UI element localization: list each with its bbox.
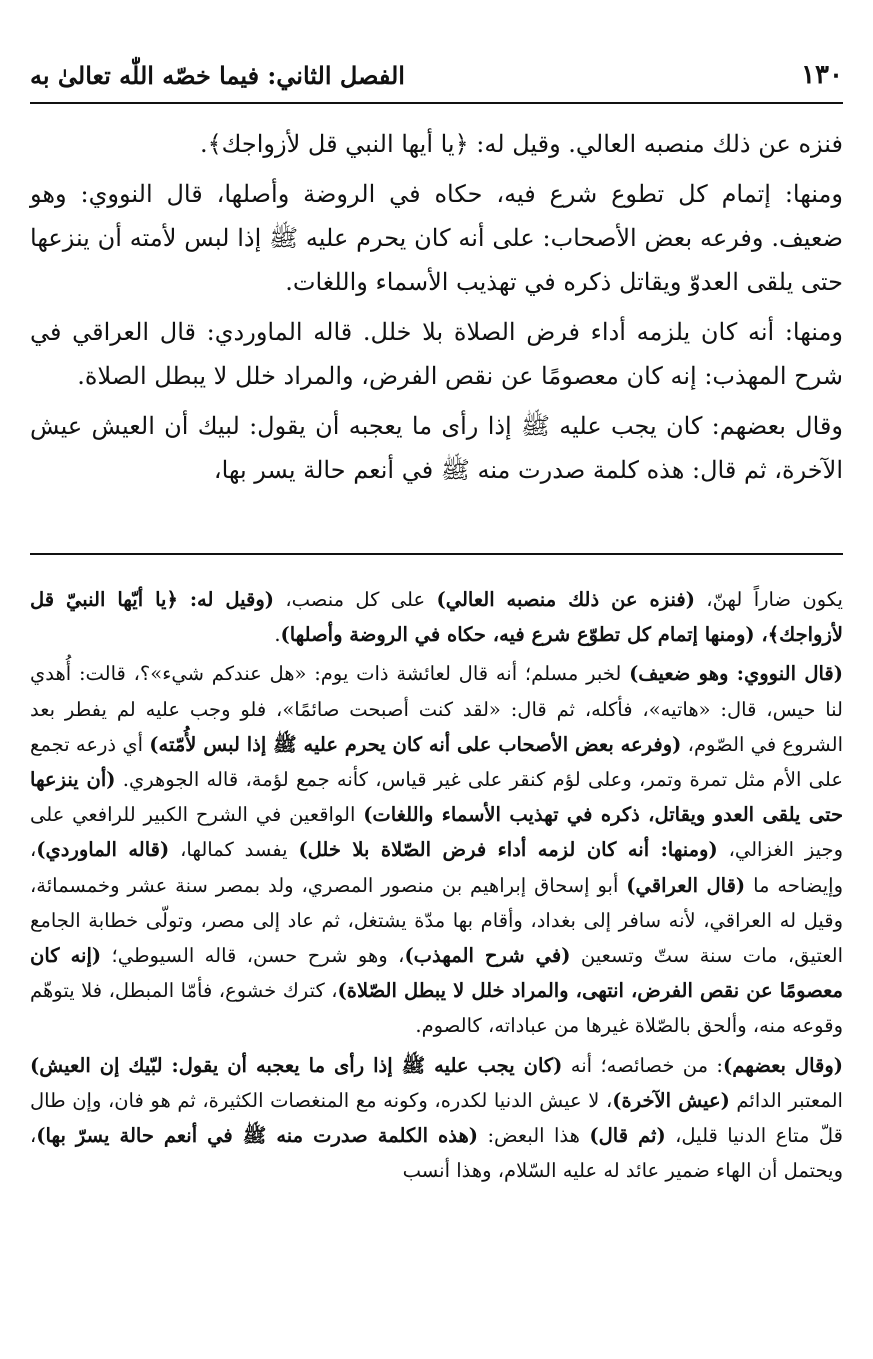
- commentary-quoted-matn: (عيش الآخرة): [612, 1088, 730, 1112]
- commentary-text: [30, 582, 843, 1192]
- commentary-quoted-matn: (في شرح المهذب): [404, 944, 571, 968]
- commentary-quoted-matn: (هذه الكلمة صدرت منه ﷺ في أنعم حالة يسرّ بها): [36, 1124, 479, 1148]
- commentary-quoted-matn: (وقال بعضهم): [723, 1053, 843, 1077]
- page-header: [30, 52, 843, 98]
- commentary-text-run: ، ويحتمل أن الهاء ضمير عائد له عليه السّلام، وهذا أنسب: [30, 1124, 843, 1183]
- commentary-text-run: يكون ضاراً لهنّ،: [694, 588, 843, 611]
- commentary-quoted-matn: (قاله الماوردي): [36, 838, 170, 862]
- commentary-text-run: الواقعين في الشرح الكبير للرافعي على وجيز الغزالي،: [30, 803, 843, 862]
- page-number: ١٣٠: [801, 60, 843, 90]
- commentary-text-run: : من خصائصه؛ أنه: [562, 1053, 723, 1077]
- commentary-text-run: هذا البعض:: [478, 1124, 590, 1148]
- commentary-quoted-matn: (قال النووي: وهو ضعيف): [629, 662, 843, 686]
- commentary-quoted-matn: (قال العراقي): [626, 873, 746, 897]
- footnote-separator: [30, 553, 843, 555]
- commentary-quoted-matn: (وقيل له: ﴿يا أيّها النبيّ قل لأزواجك﴾، (ومنها إتمام كل تطوّع شرع فيه، حكاه في الروضة وأصلها): [30, 588, 843, 647]
- commentary-quoted-matn: (فنزه عن ذلك منصبه العالي): [436, 588, 695, 611]
- commentary-quoted-matn: (وفرعه بعض الأصحاب على أنه كان يحرم عليه ﷺ إذا لبس لأُمّته): [149, 732, 682, 756]
- commentary-text-run: أبو إسحاق إبراهيم بن منصور المصري، ولد بمصر سنة عشر وخمسمائة، وقيل له العراقي، لأنه سافر إلى بغداد، وأقام بها مدّة يشتغل، ثم عاد إلى مصر، وتولّى خطابة الجامع العتيق، مات سنة ستّ وتسعين: [30, 873, 843, 968]
- running-title: الفصل الثاني: فيما خصّه اللّٰه تعالىٰ به: [30, 60, 405, 90]
- main-paragraph-3: ومنها: أنه كان يلزمه أداء فرض الصلاة بلا خلل. قاله الماوردي: قال العراقي في شرح المهذب: إنه كان معصومًا عن نقص الفرض، والمراد خلل لا يبطل الصلاة.: [30, 318, 843, 390]
- main-paragraph-1: فنزه عن ذلك منصبه العالي. وقيل له: ﴿يا أيها النبي قل لأزواجك﴾.: [199, 130, 843, 158]
- commentary-text-run: ، وإيضاحه ما: [30, 838, 843, 897]
- commentary-text-run: لخبر مسلم؛ أنه قال لعائشة ذات يوم: «هل عندكم شيء»؟، قالت: أُهدي لنا حيس، قال: «هاتيه»، فأكله، ثم قال: «لقد كنت أصبحت صائمًا»، فلو وجب عليه لم يفطر بعد الشروع في الصّوم،: [30, 662, 844, 756]
- commentary-text-run: .: [274, 623, 281, 647]
- commentary-text-run: ، كترك خشوع، فأمّا المبطل، فلا يتوهّم وقوعه منه، وألحق بالصّلاة غيرها من عباداته، كالصوم.: [30, 979, 843, 1038]
- commentary-paragraph-2: [30, 656, 843, 1043]
- commentary-text-run: أي ذرعه تجمع على الأم مثل تمرة وتمر، وعلى لؤم كنقر على غير قياس، كأنه جمع لؤمة، قاله الجوهري.: [30, 732, 843, 792]
- commentary-quoted-matn: (إنه كان معصومًا عن نقص الفرض، انتهى، والمراد خلل لا يبطل الصّلاة): [30, 944, 843, 1003]
- commentary-quoted-matn: (أن ينزعها حتى يلقى العدو ويقاتل، ذكره في تهذيب الأسماء واللغات): [30, 768, 844, 827]
- commentary-text-run: المعتبر الدائم: [729, 1088, 843, 1112]
- main-paragraph-2: ومنها: إتمام كل تطوع شرع فيه، حكاه في الروضة وأصلها، قال النووي: وهو ضعيف. وفرعه بعض الأصحاب: على أنه كان يحرم عليه ﷺ إذا لبس لأمته أن ينزعها حتى يلقى العدوّ ويقاتل ذكره في تهذيب الأسماء واللغات.: [30, 180, 843, 296]
- commentary-quoted-matn: (ثم قال): [589, 1124, 666, 1148]
- commentary-text-run: على كل منصب،: [273, 588, 437, 611]
- commentary-text-run: ، لا عيش الدنيا لكدره، وكونه مع المنغصات الكثيرة، ثم هو فان، وإن طال قلّ متاع الدنيا قليل،: [30, 1088, 843, 1148]
- commentary-text-run: يفسد كمالها،: [169, 838, 299, 862]
- commentary-paragraph-1: [30, 582, 843, 652]
- commentary-paragraph-3: [30, 1048, 843, 1189]
- commentary-quoted-matn: (ومنها: أنه كان لزمه أداء فرض الصّلاة بلا خلل): [298, 838, 718, 862]
- main-text: [30, 122, 843, 498]
- commentary-text-run: ، وهو شرح حسن، قاله السيوطي؛: [101, 944, 405, 968]
- commentary-quoted-matn: (كان يجب عليه ﷺ إذا رأى ما يعجبه أن يقول: لبّيك إن العيش): [30, 1053, 563, 1077]
- header-rule: [30, 102, 843, 104]
- main-paragraph-4: وقال بعضهم: كان يجب عليه ﷺ إذا رأى ما يعجبه أن يقول: لبيك أن العيش عيش الآخرة، ثم قال: هذه كلمة صدرت منه ﷺ في أنعم حالة يسر بها،: [30, 412, 843, 484]
